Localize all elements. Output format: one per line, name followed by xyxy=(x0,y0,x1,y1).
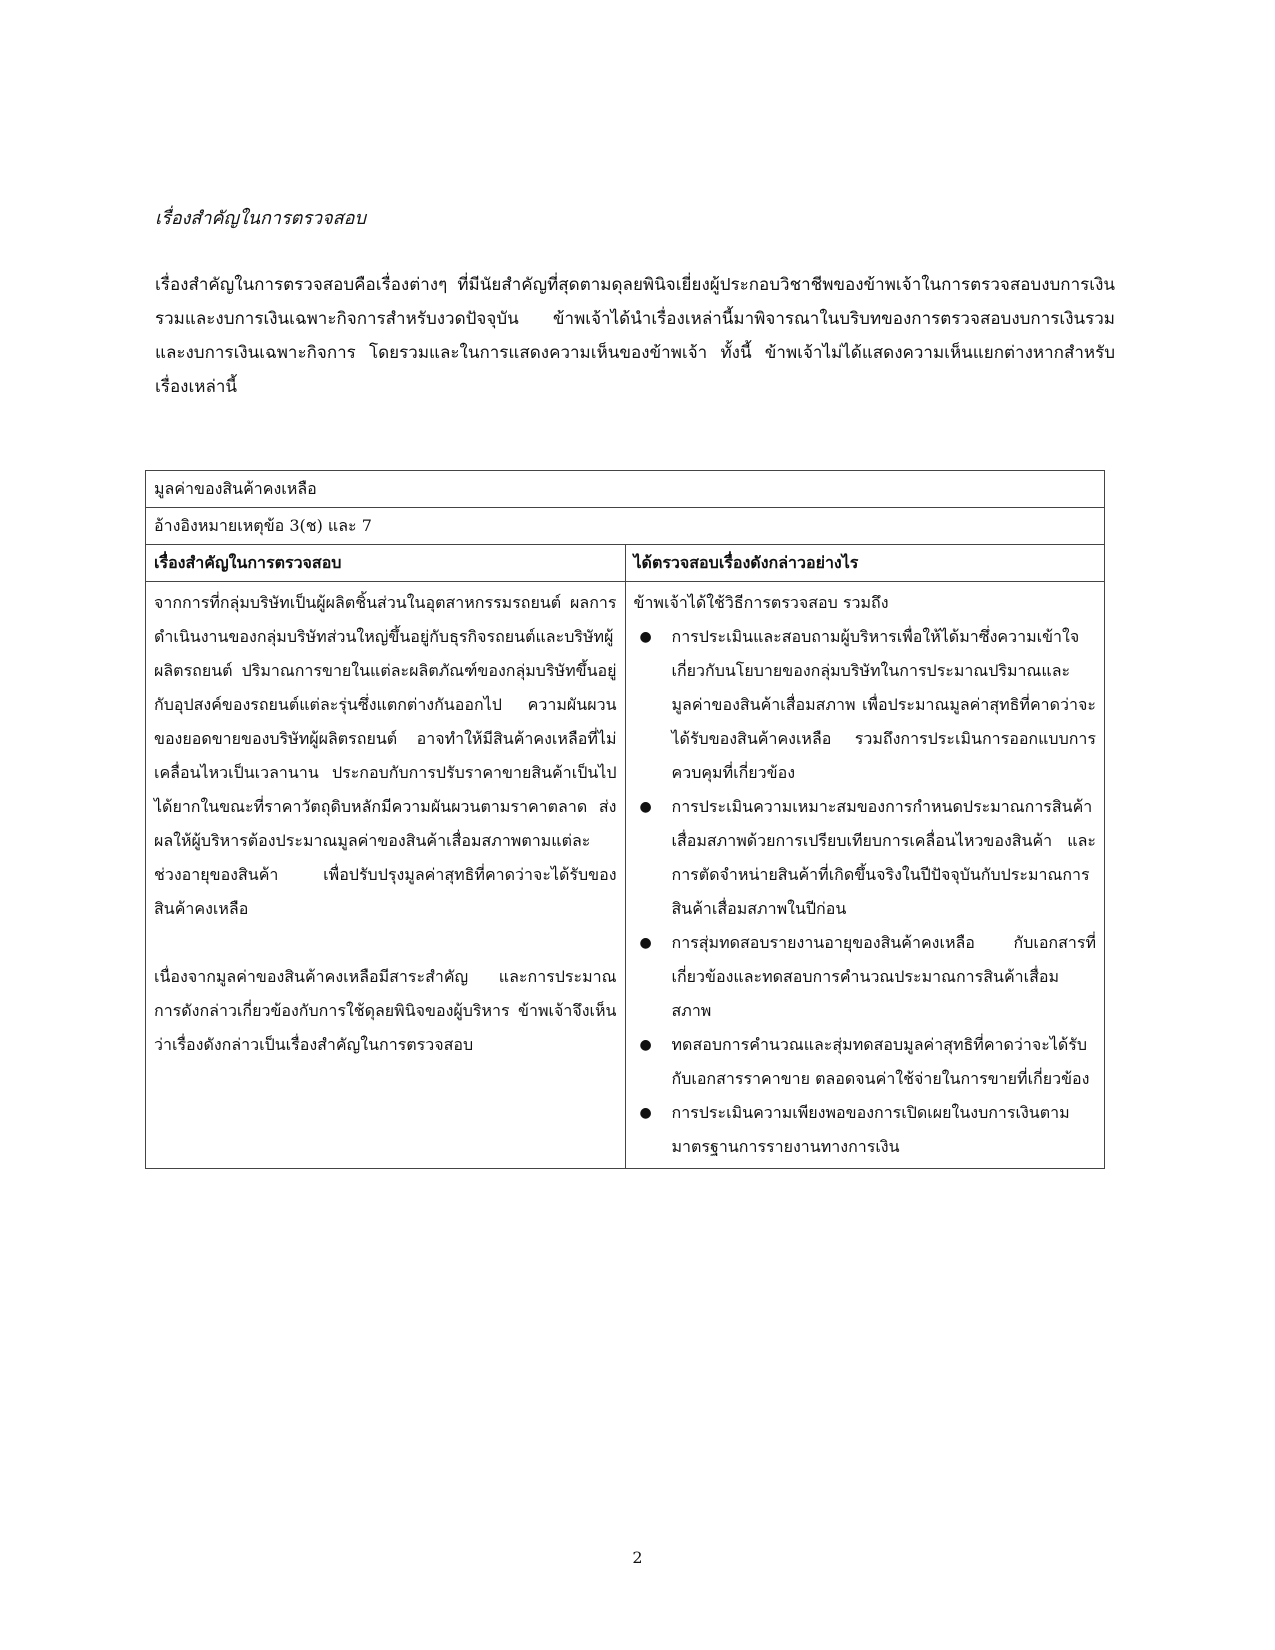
key-audit-matter-table xyxy=(145,470,1105,1169)
column-header-matter: เรื่องสำคัญในการตรวจสอบ xyxy=(146,545,626,582)
table-title-row xyxy=(146,471,1105,508)
table-title: มูลค่าของสินค้าคงเหลือ xyxy=(146,471,1105,508)
bullet-icon: ● xyxy=(639,799,652,815)
bullet-icon: ● xyxy=(639,629,652,645)
procedure-text: ทดสอบการคำนวณและสุ่มทดสอบมูลค่าสุทธิที่คาดว่าจะได้รับกับเอกสารราคาขาย ตลอดจนค่าใช้จ่ายในการขายที่เกี่ยวข้อง xyxy=(671,1035,1090,1088)
procedure-text: การประเมินความเหมาะสมของการกำหนดประมาณการสินค้าเสื่อมสภาพด้วยการเปรียบเทียบการเคลื่อนไหวของสินค้า และการตัดจำหน่ายสินค้าที่เกิดขึ้นจริงในปีปัจจุบันกับประมาณการสินค้าเสื่อมสภาพในปีก่อน xyxy=(671,797,1096,918)
audit-procedures-cell xyxy=(625,582,1105,1169)
bullet-icon: ● xyxy=(639,1037,652,1053)
table-body-row xyxy=(146,582,1105,1169)
procedures-lead: ข้าพเจ้าได้ใช้วิธีการตรวจสอบ รวมถึง xyxy=(633,593,889,612)
page-number: 2 xyxy=(632,1548,643,1567)
bullet-icon: ● xyxy=(639,1105,652,1121)
column-header-procedure: ได้ตรวจสอบเรื่องดังกล่าวอย่างไร xyxy=(625,545,1105,582)
matter-paragraph: จากการที่กลุ่มบริษัทเป็นผู้ผลิตชิ้นส่วนในอุตสาหกรรมรถยนต์ ผลการดำเนินงานของกลุ่มบริษัทส่วนใหญ่ขึ้นอยู่กับธุรกิจรถยนต์และบริษัทผู้ผลิตรถยนต์ ปริมาณการขายในแต่ละผลิตภัณฑ์ของกลุ่มบริษัทขึ้นอยู่กับอุปสงค์ของรถยนต์แต่ละรุ่นซึ่งแตกต่างกันออกไป ความผันผวนของยอดขายของบริษัทผู้ผลิตรถยนต์ อาจทำให้มีสินค้าคงเหลือที่ไม่เคลื่อนไหวเป็นเวลานาน ประกอบกับการปรับราคาขายสินค้าเป็นไปได้ยากในขณะที่ราคาวัตถุดิบหลักมีความผันผวนตามราคาตลาด ส่งผลให้ผู้บริหารต้องประมาณมูลค่าของสินค้าเสื่อมสภาพตามแต่ละช่วงอายุของสินค้า เพื่อปรับปรุงมูลค่าสุทธิที่คาดว่าจะได้รับของสินค้าคงเหลือ xyxy=(154,593,617,918)
procedure-text: การประเมินความเพียงพอของการเปิดเผยในงบการเงินตามมาตรฐานการรายงานทางการเงิน xyxy=(671,1103,1070,1156)
section-heading: เรื่องสำคัญในการตรวจสอบ xyxy=(155,208,366,229)
table-reference-row xyxy=(146,508,1105,545)
procedure-text: การสุ่มทดสอบรายงานอายุของสินค้าคงเหลือ กับเอกสารที่เกี่ยวข้องและทดสอบการคำนวณประมาณการสินค้าเสื่อมสภาพ xyxy=(671,933,1096,1020)
list-item xyxy=(634,1096,1097,1164)
list-item xyxy=(634,620,1097,790)
bullet-icon: ● xyxy=(639,935,652,951)
table-reference: อ้างอิงหมายเหตุข้อ 3(ช) และ 7 xyxy=(146,508,1105,545)
matter-paragraph: เนื่องจากมูลค่าของสินค้าคงเหลือมีสาระสำคัญ และการประมาณการดังกล่าวเกี่ยวข้องกับการใช้ดุลยพินิจของผู้บริหาร ข้าพเจ้าจึงเห็นว่าเรื่องดังกล่าวเป็นเรื่องสำคัญในการตรวจสอบ xyxy=(154,967,617,1054)
intro-paragraph: เรื่องสำคัญในการตรวจสอบคือเรื่องต่างๆ ที่มีนัยสำคัญที่สุดตามดุลยพินิจเยี่ยงผู้ประกอบวิชาชีพของข้าพเจ้าในการตรวจสอบงบการเงินรวมและงบการเงินเฉพาะกิจการสำหรับงวดปัจจุบัน ข้าพเจ้าได้นำเรื่องเหล่านี้มาพิจารณาในบริบทของการตรวจสอบงบการเงินรวมและงบการเงินเฉพาะกิจการ โดยรวมและในการแสดงความเห็นของข้าพเจ้า ทั้งนี้ ข้าพเจ้าไม่ได้แสดงความเห็นแยกต่างหากสำหรับเรื่องเหล่านี้ xyxy=(155,275,1115,397)
table-header-row xyxy=(146,545,1105,582)
list-item xyxy=(634,1028,1097,1096)
procedure-text: การประเมินและสอบถามผู้บริหารเพื่อให้ได้มาซึ่งความเข้าใจเกี่ยวกับนโยบายของกลุ่มบริษัทในการประมาณปริมาณและมูลค่าของสินค้าเสื่อมสภาพ เพื่อประมาณมูลค่าสุทธิที่คาดว่าจะได้รับของสินค้าคงเหลือ รวมถึงการประเมินการออกแบบการควบคุมที่เกี่ยวข้อง xyxy=(671,627,1096,782)
list-item xyxy=(634,790,1097,926)
procedures-list xyxy=(634,620,1097,1164)
matter-description-cell xyxy=(146,582,626,1169)
list-item xyxy=(634,926,1097,1028)
